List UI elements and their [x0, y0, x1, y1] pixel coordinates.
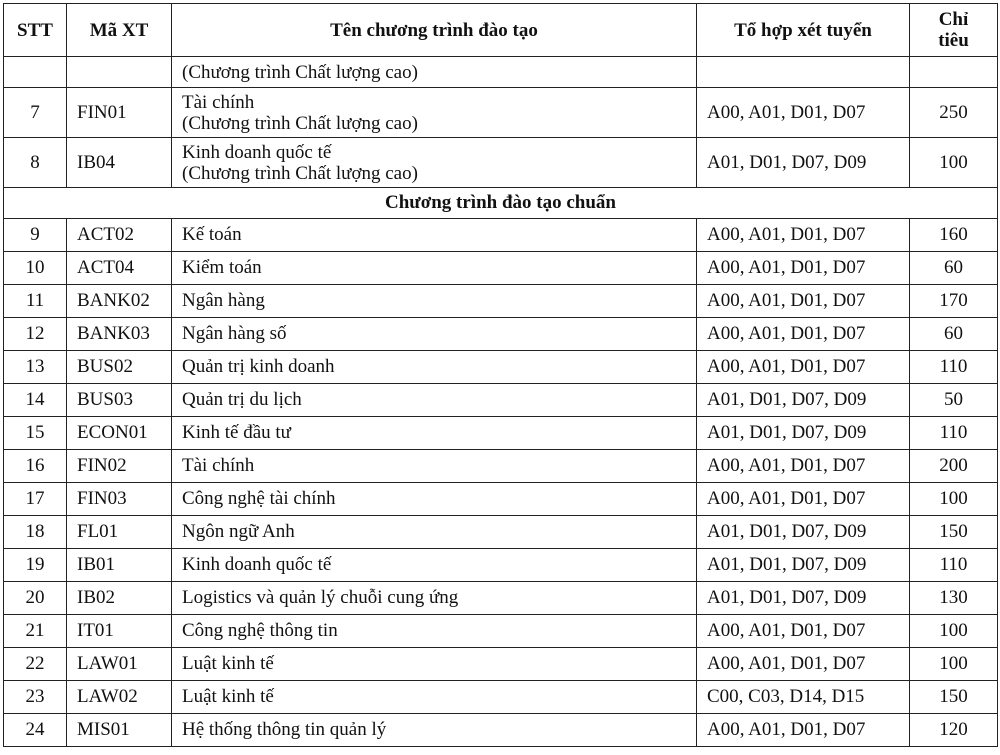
table-row: [4, 516, 998, 549]
cell-ma: BANK03: [67, 318, 172, 351]
cell-chi-tieu: 160: [910, 219, 998, 252]
cell-ma: BUS03: [67, 384, 172, 417]
cell-ten: Công nghệ thông tin: [172, 615, 697, 648]
cell-to-hop: [697, 57, 910, 88]
cell-chi-tieu: 130: [910, 582, 998, 615]
table-row: [4, 648, 998, 681]
cell-to-hop: A00, A01, D01, D07: [697, 219, 910, 252]
cell-ten: [172, 88, 697, 138]
cell-stt: 10: [4, 252, 67, 285]
cell-ten: Quản trị du lịch: [172, 384, 697, 417]
header-stt: STT: [4, 4, 67, 57]
table-row: [4, 88, 998, 138]
table-row: [4, 219, 998, 252]
cell-ten: Ngân hàng: [172, 285, 697, 318]
cell-chi-tieu: 200: [910, 450, 998, 483]
cell-to-hop: A01, D01, D07, D09: [697, 582, 910, 615]
cell-stt: 14: [4, 384, 67, 417]
cell-ten: Kinh doanh quốc tế: [172, 549, 697, 582]
cell-ma: IB01: [67, 549, 172, 582]
cell-to-hop: A00, A01, D01, D07: [697, 351, 910, 384]
table-row: [4, 351, 998, 384]
cell-chi-tieu: 50: [910, 384, 998, 417]
cell-chi-tieu: 150: [910, 516, 998, 549]
cell-ten-line1: Kinh doanh quốc tế: [182, 141, 332, 163]
table-row: [4, 549, 998, 582]
table-row: [4, 285, 998, 318]
cell-chi-tieu: 120: [910, 714, 998, 747]
cell-to-hop: A01, D01, D07, D09: [697, 549, 910, 582]
cell-chi-tieu: 110: [910, 417, 998, 450]
cell-stt: 15: [4, 417, 67, 450]
table-row: [4, 582, 998, 615]
cell-chi-tieu: 60: [910, 318, 998, 351]
cell-to-hop: A00, A01, D01, D07: [697, 252, 910, 285]
cell-ten: Kinh tế đầu tư: [172, 417, 697, 450]
table-row: [4, 252, 998, 285]
cell-stt: 7: [4, 88, 67, 138]
header-ma-xt: Mã XT: [67, 4, 172, 57]
cell-chi-tieu: 100: [910, 648, 998, 681]
cell-stt: [4, 57, 67, 88]
cell-ten: Kế toán: [172, 219, 697, 252]
cell-ma: ACT04: [67, 252, 172, 285]
cell-ten: Tài chính: [172, 450, 697, 483]
cell-ten-line1: Tài chính: [182, 91, 255, 113]
cell-ten: (Chương trình Chất lượng cao): [172, 57, 697, 88]
cell-ma: ECON01: [67, 417, 172, 450]
cell-stt: 11: [4, 285, 67, 318]
table-row: [4, 483, 998, 516]
admission-table: [3, 3, 998, 747]
cell-chi-tieu: 110: [910, 549, 998, 582]
table-row: [4, 384, 998, 417]
cell-ten: Luật kinh tế: [172, 648, 697, 681]
cell-ma: LAW02: [67, 681, 172, 714]
table-row: [4, 450, 998, 483]
cell-to-hop: A01, D01, D07, D09: [697, 516, 910, 549]
cell-to-hop: A00, A01, D01, D07: [697, 714, 910, 747]
cell-chi-tieu: [910, 57, 998, 88]
cell-stt: 20: [4, 582, 67, 615]
cell-ten: Hệ thống thông tin quản lý: [172, 714, 697, 747]
cell-ma: IB04: [67, 138, 172, 188]
header-to-hop: Tổ hợp xét tuyển: [697, 4, 910, 57]
cell-chi-tieu: 100: [910, 483, 998, 516]
cell-ten-line2: (Chương trình Chất lượng cao): [182, 162, 418, 184]
cell-ma: IT01: [67, 615, 172, 648]
cell-to-hop: A01, D01, D07, D09: [697, 417, 910, 450]
cell-ma: FIN01: [67, 88, 172, 138]
cell-to-hop: A00, A01, D01, D07: [697, 318, 910, 351]
cell-to-hop: A00, A01, D01, D07: [697, 450, 910, 483]
cell-ten: Quản trị kinh doanh: [172, 351, 697, 384]
cell-ma: FIN03: [67, 483, 172, 516]
cell-stt: 24: [4, 714, 67, 747]
continuation-row: [4, 57, 998, 88]
table-row: [4, 318, 998, 351]
cell-ma: MIS01: [67, 714, 172, 747]
cell-stt: 17: [4, 483, 67, 516]
header-chi-tieu: [910, 4, 998, 57]
cell-ten: Ngân hàng số: [172, 318, 697, 351]
section-title: Chương trình đào tạo chuẩn: [4, 188, 998, 219]
cell-chi-tieu: 170: [910, 285, 998, 318]
cell-stt: 19: [4, 549, 67, 582]
cell-stt: 16: [4, 450, 67, 483]
cell-to-hop: A00, A01, D01, D07: [697, 615, 910, 648]
cell-stt: 22: [4, 648, 67, 681]
cell-ten: [172, 138, 697, 188]
table-row: [4, 615, 998, 648]
cell-to-hop: A00, A01, D01, D07: [697, 285, 910, 318]
cell-stt: 12: [4, 318, 67, 351]
header-chi-tieu-line2: tiêu: [938, 30, 969, 51]
cell-ma: FL01: [67, 516, 172, 549]
cell-chi-tieu: 100: [910, 138, 998, 188]
cell-ten: Luật kinh tế: [172, 681, 697, 714]
cell-chi-tieu: 250: [910, 88, 998, 138]
cell-to-hop: A00, A01, D01, D07: [697, 648, 910, 681]
cell-chi-tieu: 110: [910, 351, 998, 384]
table-header-row: [4, 4, 998, 57]
cell-stt: 21: [4, 615, 67, 648]
cell-stt: 18: [4, 516, 67, 549]
table-row: [4, 138, 998, 188]
cell-stt: 8: [4, 138, 67, 188]
cell-ten: Kiểm toán: [172, 252, 697, 285]
table-row: [4, 714, 998, 747]
header-chi-tieu-line1: Chỉ: [938, 9, 969, 30]
table-row: [4, 417, 998, 450]
cell-ten: Ngôn ngữ Anh: [172, 516, 697, 549]
cell-ma: FIN02: [67, 450, 172, 483]
cell-to-hop: A01, D01, D07, D09: [697, 384, 910, 417]
cell-stt: 9: [4, 219, 67, 252]
cell-ten-line2: (Chương trình Chất lượng cao): [182, 112, 418, 134]
cell-ma: BUS02: [67, 351, 172, 384]
cell-ten: Công nghệ tài chính: [172, 483, 697, 516]
cell-ma: LAW01: [67, 648, 172, 681]
cell-chi-tieu: 150: [910, 681, 998, 714]
cell-to-hop: A00, A01, D01, D07: [697, 88, 910, 138]
cell-to-hop: C00, C03, D14, D15: [697, 681, 910, 714]
cell-stt: 13: [4, 351, 67, 384]
table-row: [4, 681, 998, 714]
header-ten-chuong-trinh: Tên chương trình đào tạo: [172, 4, 697, 57]
cell-chi-tieu: 60: [910, 252, 998, 285]
cell-to-hop: A00, A01, D01, D07: [697, 483, 910, 516]
cell-stt: 23: [4, 681, 67, 714]
cell-ma: ACT02: [67, 219, 172, 252]
cell-ma: BANK02: [67, 285, 172, 318]
cell-to-hop: A01, D01, D07, D09: [697, 138, 910, 188]
cell-ma: IB02: [67, 582, 172, 615]
cell-ma: [67, 57, 172, 88]
cell-ten: Logistics và quản lý chuỗi cung ứng: [172, 582, 697, 615]
section-row: [4, 188, 998, 219]
cell-chi-tieu: 100: [910, 615, 998, 648]
